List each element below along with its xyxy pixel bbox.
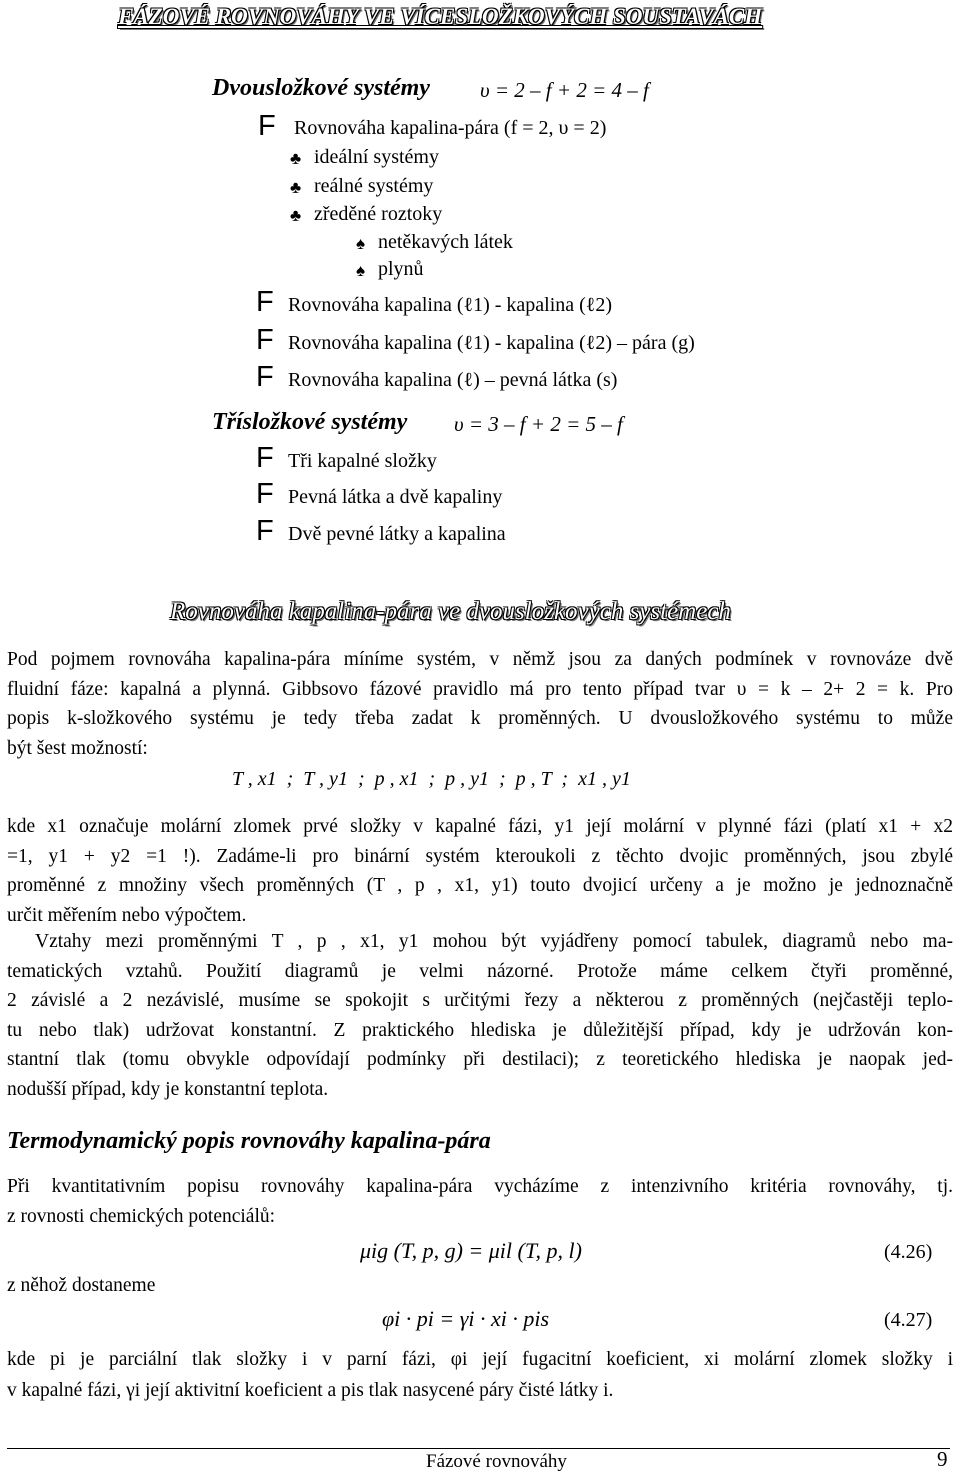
footer-label: Fázové rovnováhy <box>426 1451 567 1472</box>
outline-item-vle: Rovnováha kapalina-pára (f = 2, υ = 2) <box>294 117 607 139</box>
bullet-f-icon: F <box>256 286 274 318</box>
section-title-thermo: Termodynamický popis rovnováhy kapalina-pára <box>7 1128 491 1154</box>
bullet-f-icon: F <box>256 361 274 393</box>
club-icon: ♣ <box>290 178 302 197</box>
outline-item-ideal: ideální systémy <box>314 146 439 168</box>
paragraph-criterion <box>7 1172 953 1231</box>
bullet-f-icon: F <box>256 324 274 356</box>
text-line: 2 závislé a 2 nezávislé, musíme se spokojit s určitými řezy a některou z proměnných (nejčastěji teplo- <box>7 990 953 1011</box>
outline-item-llg: Rovnováha kapalina (ℓ1) - kapalina (ℓ2) – pára (g) <box>288 332 695 354</box>
formula-two-component: υ = 2 – f + 2 = 4 – f <box>480 78 649 102</box>
outline-item-solid-two-liquids: Pevná látka a dvě kapaliny <box>288 486 503 508</box>
outline-item-ll: Rovnováha kapalina (ℓ1) - kapalina (ℓ2) <box>288 294 613 316</box>
text-from-which: z něhož dostaneme <box>7 1275 156 1296</box>
equation-4-27: φi · pi = γi · xi · pis <box>382 1306 550 1331</box>
text-line: Vztahy mezi proměnnými T , p , x1, y1 mohou být vyjádřeny pomocí tabulek, diagramů nebo ma- <box>35 931 953 952</box>
outline-item-ls: Rovnováha kapalina (ℓ) – pevná látka (s) <box>288 369 618 391</box>
text-line: nodušší případ, kdy je konstantní teplota. <box>7 1078 329 1100</box>
text-line: proměnné z množiny všech proměnných (T , p , x1, y1) touto dvojicí určeny a je možno je jednoznačně <box>7 875 953 896</box>
club-icon: ♣ <box>290 149 302 168</box>
text-line: z rovnosti chemických potenciálů: <box>7 1205 276 1227</box>
text-line: stantní tlak (tomu obvykle odpovídají podmínky při destilaci); z teoretického hlediska je naopak jed- <box>7 1049 953 1070</box>
paragraph-definitions <box>7 812 953 930</box>
text-line: popis k-složkového systému je tedy třeba zadat k proměnných. U dvousložkového systému to může <box>7 708 953 729</box>
text-line: být šest možností: <box>7 737 148 759</box>
text-line: kde pi je parciální tlak složky i v parní fázi, φi její fugacitní koeficient, xi molární zlomek složky i <box>7 1349 953 1370</box>
club-icon: ♣ <box>290 206 302 225</box>
bullet-f-icon: F <box>258 110 276 142</box>
paragraph-intro <box>7 645 953 763</box>
paragraph-symbols <box>7 1344 953 1406</box>
variable-options: T , x1 ; T , y1 ; p , x1 ; p , y1 ; p , T ; x1 , y1 <box>232 768 631 790</box>
text-line: v kapalné fázi, γi její aktivitní koeficient a pis tlak nasycené páry čisté látky i. <box>7 1380 614 1401</box>
outline-item-gases: plynů <box>378 258 424 280</box>
text-line: kde x1 označuje molární zlomek prvé složky v kapalné fázi, y1 její molární v plynné fázi (platí x1 + x2 <box>7 816 953 837</box>
footer-divider <box>7 1448 950 1449</box>
text-line: =1, y1 + y2 =1 !). Zadáme-li pro binární systém kteroukoli z těchto dvojic proměnných, jsou zbylé <box>7 845 953 867</box>
bullet-f-icon: F <box>256 442 274 474</box>
text-line: Pod pojmem rovnováha kapalina-pára míníme systém, v němž jsou za daných podmínek v rovnováze dvě <box>7 649 953 670</box>
page-title: FÁZOVÉ ROVNOVÁHY VE VÍCESLOŽKOVÝCH SOUSTAVÁCH <box>118 4 763 29</box>
formula-three-component: υ = 3 – f + 2 = 5 – f <box>454 412 623 436</box>
outline-item-nonvolatile: netěkavých látek <box>378 231 513 253</box>
heading-three-component: Třísložkové systémy <box>212 409 408 435</box>
paragraph-diagrams <box>7 927 953 1104</box>
equation-4-26: μig (T, p, g) = μil (T, p, l) <box>360 1238 582 1263</box>
outline-item-dilute: zředěné roztoky <box>314 203 443 225</box>
text-line: určit měřením nebo výpočtem. <box>7 904 247 926</box>
bullet-f-icon: F <box>256 478 274 510</box>
heading-two-component: Dvousložkové systémy <box>212 75 430 101</box>
text-line: tematických vztahů. Použití diagramů je velmi názorné. Protože máme celkem čtyři proměnné, <box>7 960 953 982</box>
outline-item-three-liquids: Tři kapalné složky <box>288 450 437 472</box>
outline-item-real: reálné systémy <box>314 175 434 197</box>
text-line: Při kvantitativním popisu rovnováhy kapalina-pára vycházíme z intenzivního kritéria rovnováhy, tj. <box>7 1176 953 1197</box>
section-title-vle: Rovnováha kapalina-pára ve dvousložkových systémech <box>170 598 731 625</box>
equation-number-4-26: (4.26) <box>884 1241 933 1263</box>
text-line: tu nebo tlak) udržovat konstantní. Z praktického hlediska je důležitější případ, kdy je udržován kon- <box>7 1019 953 1041</box>
page-number: 9 <box>937 1447 948 1471</box>
text-line: fluidní fáze: kapalná a plynná. Gibbsovo fázové pravidlo má pro tento případ tvar υ = k – 2+ 2 = k. Pro <box>7 678 953 700</box>
bullet-f-icon: F <box>256 515 274 547</box>
equation-number-4-27: (4.27) <box>884 1309 933 1331</box>
outline-item-two-solids-liquid: Dvě pevné látky a kapalina <box>288 523 506 545</box>
spade-icon: ♠ <box>356 261 366 280</box>
spade-icon: ♠ <box>356 234 366 253</box>
